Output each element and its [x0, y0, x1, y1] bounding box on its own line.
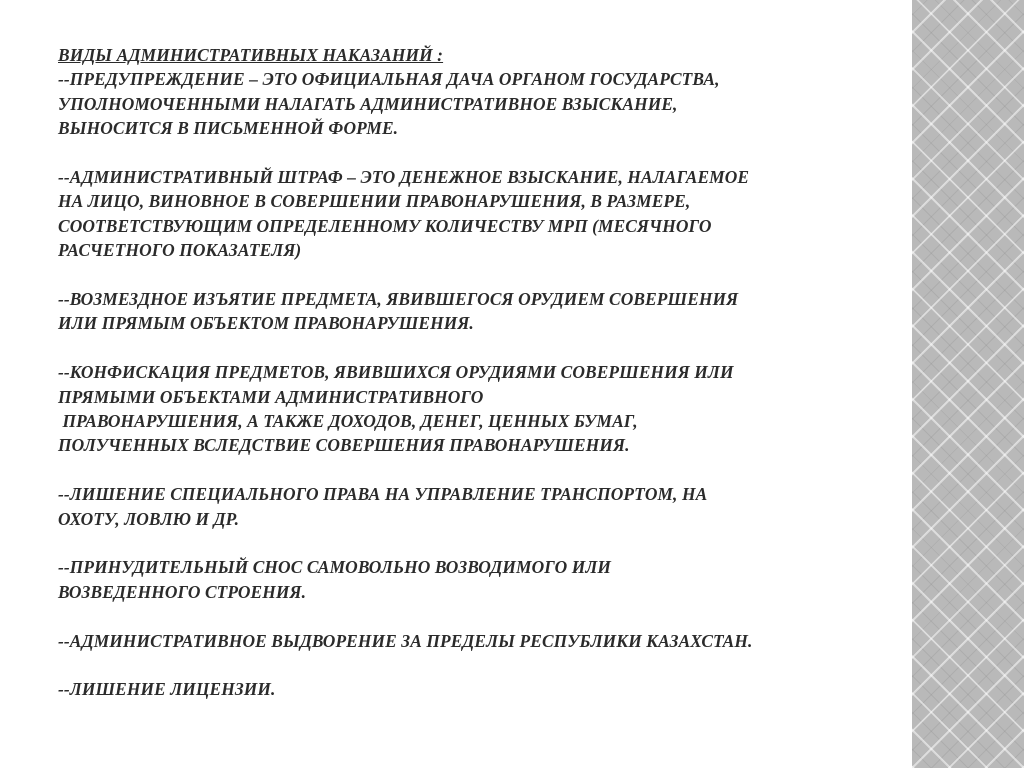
decorative-side-panel	[912, 0, 1024, 768]
list-item-line: --ЛИШЕНИЕ ЛИЦЕНЗИИ.	[58, 679, 276, 700]
list-item-line: УПОЛНОМОЧЕННЫМИ НАЛАГАТЬ АДМИНИСТРАТИВНОЕ ВЗЫСКАНИЕ,	[58, 93, 678, 114]
list-item	[58, 677, 898, 701]
slide-text-block	[58, 43, 898, 726]
list-item-line: ВЫНОСИТСЯ В ПИСЬМЕННОЙ ФОРМЕ.	[58, 118, 399, 139]
list-item-line: ПОЛУЧЕННЫХ ВСЛЕДСТВИЕ СОВЕРШЕНИЯ ПРАВОНАРУШЕНИЯ.	[58, 435, 630, 456]
list-item-line: ПРЯМЫМИ ОБЪЕКТАМИ АДМИНИСТРАТИВНОГО	[58, 386, 484, 407]
list-item-line: ОХОТУ, ЛОВЛЮ И ДР.	[58, 508, 240, 529]
list-item	[58, 287, 898, 336]
list-item-line: НА ЛИЦО, ВИНОВНОЕ В СОВЕРШЕНИИ ПРАВОНАРУШЕНИЯ, В РАЗМЕРЕ,	[58, 191, 691, 212]
list-item-line: РАСЧЕТНОГО ПОКАЗАТЕЛЯ)	[58, 240, 302, 261]
list-item-line: --ПРЕДУПРЕЖДЕНИЕ – ЭТО ОФИЦИАЛЬНАЯ ДАЧА ОРГАНОМ ГОСУДАРСТВА,	[58, 69, 720, 90]
list-item	[58, 67, 898, 140]
slide-heading: ВИДЫ АДМИНИСТРАТИВНЫХ НАКАЗАНИЙ :	[58, 45, 444, 65]
list-item-line: СООТВЕТСТВУЮЩИМ ОПРЕДЕЛЕННОМУ КОЛИЧЕСТВУ МРП (МЕСЯЧНОГО	[58, 215, 712, 236]
list-item-line: --КОНФИСКАЦИЯ ПРЕДМЕТОВ, ЯВИВШИХСЯ ОРУДИЯМИ СОВЕРШЕНИЯ ИЛИ	[58, 362, 734, 383]
list-item-line: ВОЗВЕДЕННОГО СТРОЕНИЯ.	[58, 581, 307, 602]
list-item-line: ИЛИ ПРЯМЫМ ОБЪЕКТОМ ПРАВОНАРУШЕНИЯ.	[58, 313, 474, 334]
list-item-line: ПРАВОНАРУШЕНИЯ, А ТАКЖЕ ДОХОДОВ, ДЕНЕГ, ЦЕННЫХ БУМАГ,	[58, 411, 638, 432]
list-item	[58, 629, 898, 653]
list-item	[58, 165, 898, 263]
list-item-line: --ВОЗМЕЗДНОЕ ИЗЪЯТИЕ ПРЕДМЕТА, ЯВИВШЕГОСЯ ОРУДИЕМ СОВЕРШЕНИЯ	[58, 289, 739, 310]
list-item-line: --АДМИНИСТРАТИВНОЕ ВЫДВОРЕНИЕ ЗА ПРЕДЕЛЫ РЕСПУБЛИКИ КАЗАХСТАН.	[58, 630, 753, 651]
list-item-line: --ЛИШЕНИЕ СПЕЦИАЛЬНОГО ПРАВА НА УПРАВЛЕНИЕ ТРАНСПОРТОМ, НА	[58, 484, 708, 505]
list-item	[58, 360, 898, 458]
list-item-line: --ПРИНУДИТЕЛЬНЫЙ СНОС САМОВОЛЬНО ВОЗВОДИМОГО ИЛИ	[58, 557, 612, 578]
list-item-line: --АДМИНИСТРАТИВНЫЙ ШТРАФ – ЭТО ДЕНЕЖНОЕ ВЗЫСКАНИЕ, НАЛАГАЕМОЕ	[58, 167, 750, 188]
list-item	[58, 482, 898, 531]
list-item	[58, 555, 898, 604]
